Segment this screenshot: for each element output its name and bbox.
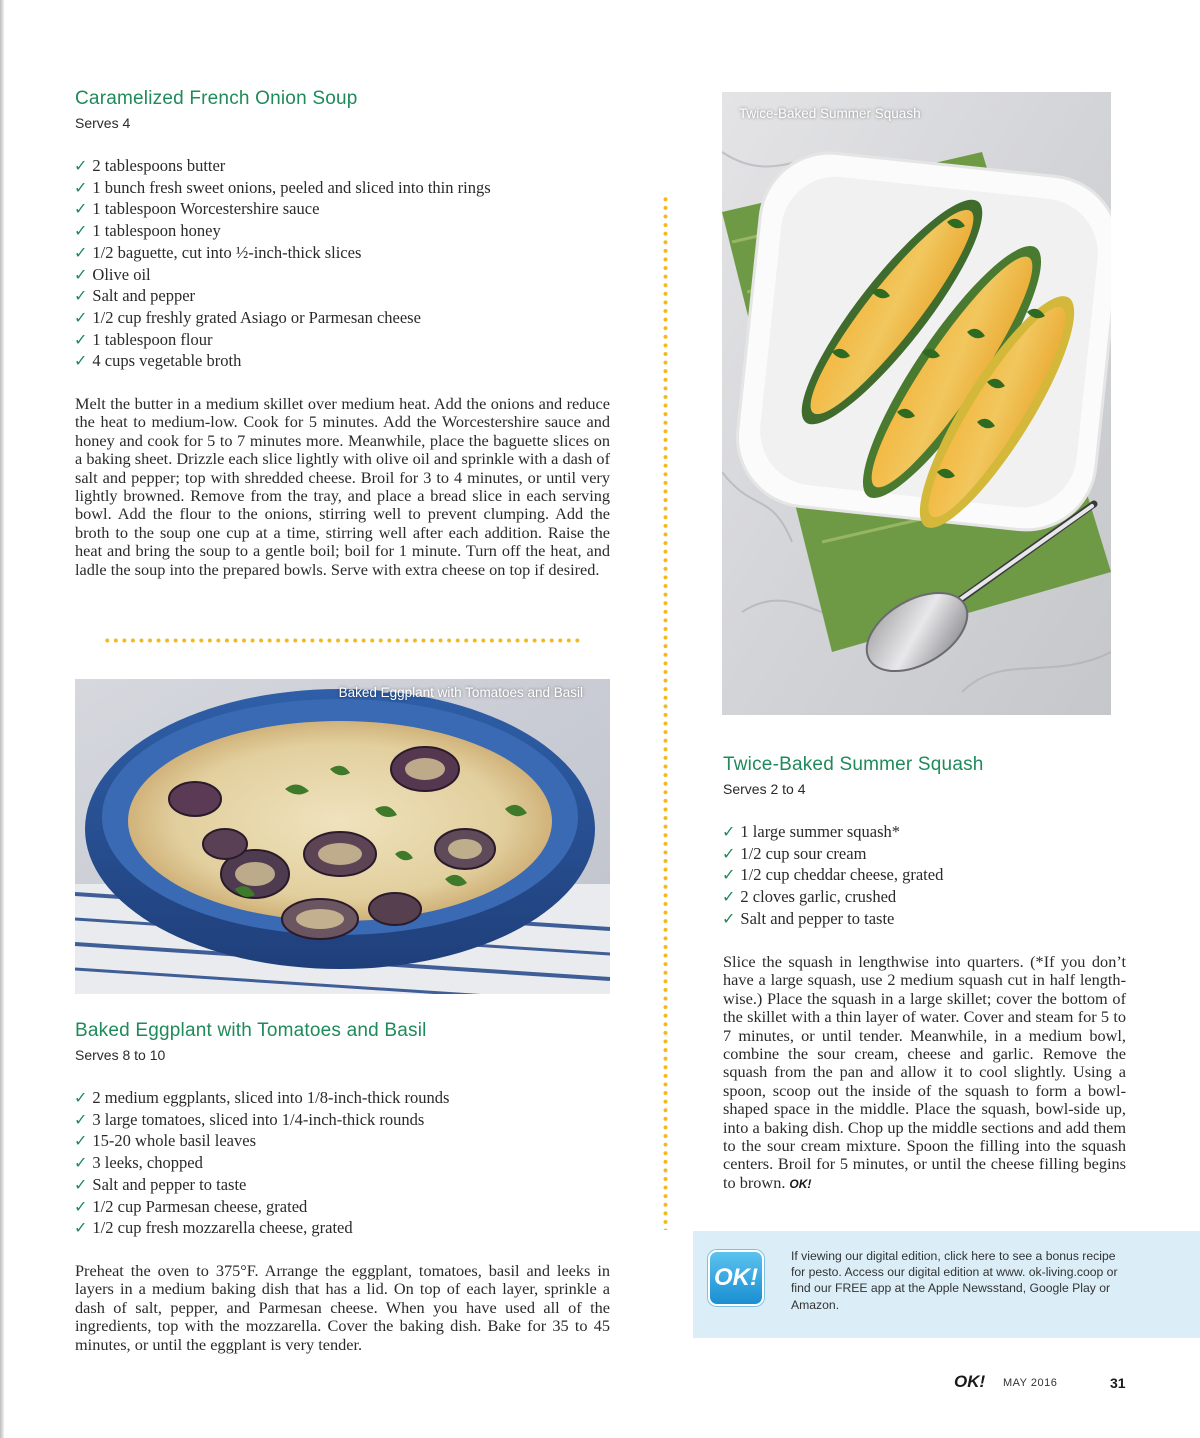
checkmark-icon: ✓ (74, 351, 88, 371)
list-item: ✓ 3 large tomatoes, sliced into 1/4-inch-thick rounds (74, 1109, 425, 1129)
horizontal-dotted-divider (103, 638, 581, 643)
checkmark-icon: ✓ (74, 1153, 88, 1173)
list-item: ✓ 1 tablespoon honey (74, 221, 221, 241)
checkmark-icon: ✓ (722, 822, 736, 841)
list-item: ✓ 4 cups vegetable broth (74, 351, 242, 371)
list-item: ✓ 1/2 cup Parmesan cheese, grated (74, 1196, 308, 1216)
squash-directions: Slice the squash in lengthwise into quarters. (*If you don’t have a large squash, use 2 medium squash cut in half length-wise.) Place the squash in a large skillet; cover the bottom of the skillet with a thin layer of water. Cover and steam for 5 to 7 minutes, or until tender. Meanwhile, in a medium bowl, combine the sour cream, cheese and garlic. Remove the squash from the pan and allow it to cool slightly. Using a spoon, scoop out the inside of the squash to form a bowl-shaped space in the middle. Place the squash, bowl-side up, into a baking dish. Chop up the middle sections and add them to the sour cream mixture. Spoon the filling into the squash centers. Broil for 5 minutes, or until the cheese filling begins to brown. OK! (723, 952, 1126, 1192)
soup-title: Caramelized French Onion Soup (75, 88, 358, 109)
list-item: ✓ 2 tablespoons butter (74, 156, 226, 175)
footer-issue-date: MAY 2016 (1003, 1377, 1058, 1389)
list-item: ✓ 2 medium eggplants, sliced into 1/8-inch-thick rounds (74, 1088, 450, 1107)
squash-serves: Serves 2 to 4 (723, 781, 806, 797)
list-item: ✓ 1 tablespoon flour (74, 329, 213, 349)
list-item: ✓ Olive oil (74, 264, 151, 284)
checkmark-icon: ✓ (74, 307, 88, 327)
list-item: ✓ 2 cloves garlic, crushed (722, 887, 897, 907)
list-item: ✓ 3 leeks, chopped (74, 1153, 203, 1173)
vertical-dotted-divider (663, 195, 668, 1230)
list-item: ✓ 1/2 cup sour cream (722, 843, 867, 863)
list-item: ✓ 1/2 cup cheddar cheese, grated (722, 865, 944, 885)
checkmark-icon: ✓ (722, 843, 736, 863)
list-item: ✓ Salt and pepper to taste (722, 908, 895, 928)
ok-app-logo-icon[interactable]: OK! (708, 1250, 764, 1306)
list-item: ✓ 1/2 cup freshly grated Asiago or Parmesan cheese (74, 307, 421, 327)
squash-dish-illustration (722, 92, 1111, 715)
checkmark-icon: ✓ (74, 156, 88, 175)
checkmark-icon: ✓ (74, 1218, 88, 1238)
soup-ingredient-list (74, 155, 491, 372)
squash-title: Twice-Baked Summer Squash (723, 754, 984, 775)
squash-ingredient-list (722, 821, 943, 930)
list-item: ✓ 1 large summer squash* (722, 822, 901, 841)
checkmark-icon: ✓ (74, 329, 88, 349)
eggplant-photo-caption: Baked Eggplant with Tomatoes and Basil (338, 685, 583, 700)
checkmark-icon: ✓ (74, 264, 88, 284)
eggplant-photo (75, 679, 610, 994)
checkmark-icon: ✓ (74, 1174, 88, 1194)
checkmark-icon: ✓ (74, 242, 88, 262)
footer-ok-logo: OK! (954, 1372, 986, 1391)
list-item: ✓ 1 tablespoon Worcestershire sauce (74, 199, 320, 219)
eggplant-title: Baked Eggplant with Tomatoes and Basil (75, 1020, 427, 1041)
squash-photo-caption: Twice-Baked Summer Squash (739, 106, 921, 121)
list-item: ✓ 1 bunch fresh sweet onions, peeled and sliced into thin rings (74, 177, 491, 197)
digital-edition-text[interactable]: If viewing our digital edition, click here to see a bonus recipe for pesto. Access our digital edition at www. ok-living.coop or find our FREE app at the Apple Newsstand, Google Play or Amazon. (791, 1249, 1118, 1312)
checkmark-icon: ✓ (722, 865, 736, 885)
eggplant-serves: Serves 8 to 10 (75, 1047, 166, 1063)
list-item: ✓ 1/2 baguette, cut into ½-inch-thick slices (74, 242, 362, 262)
ok-end-mark: OK! (789, 1176, 812, 1191)
page-number: 31 (1110, 1375, 1126, 1391)
digital-edition-infobox[interactable] (693, 1231, 1200, 1338)
checkmark-icon: ✓ (74, 286, 88, 306)
soup-serves: Serves 4 (75, 115, 131, 131)
list-item: ✓ 15-20 whole basil leaves (74, 1131, 256, 1151)
checkmark-icon: ✓ (74, 1196, 88, 1216)
checkmark-icon: ✓ (74, 177, 88, 197)
checkmark-icon: ✓ (74, 1131, 88, 1151)
checkmark-icon: ✓ (74, 1109, 88, 1129)
soup-directions: Melt the butter in a medium skillet over medium heat. Add the onions and reduce the heat to medium-low. Cook for 5 minutes. Add the Worcestershire sauce and honey and cook for 5 to 7 minutes more. Meanwhile, place the baguette slices on a baking sheet. Drizzle each slice lightly with olive oil and sprinkle with a dash of salt and pepper; top with shredded cheese. Broil for 3 to 4 minutes, or until very lightly browned. Remove from the tray, and place a bread slice in each serving bowl. Add the flour to the onions, stirring well to prevent clumping. Add the broth to the soup one cup at a time, stirring well after each addition. Raise the heat and bring the soup to a gentle boil; boil for 1 minute. Turn off the heat, and ladle the soup into the prepared bowls. Serve with extra cheese on top if desired. (75, 394, 610, 579)
eggplant-dish-illustration (75, 679, 610, 994)
page-edge-shadow (0, 0, 4, 1438)
list-item: ✓ Salt and pepper (74, 286, 196, 306)
checkmark-icon: ✓ (722, 887, 736, 907)
list-item: ✓ Salt and pepper to taste (74, 1174, 247, 1194)
checkmark-icon: ✓ (74, 1088, 88, 1107)
checkmark-icon: ✓ (74, 199, 88, 219)
checkmark-icon: ✓ (722, 908, 736, 928)
checkmark-icon: ✓ (74, 221, 88, 241)
eggplant-directions: Preheat the oven to 375°F. Arrange the eggplant, tomatoes, basil and leeks in layers in a medium baking dish that has a lid. On top of each layer, sprinkle a dash of salt, pepper, and Parmesan cheese. When you have used all of the ingredients, top with the mozzarella. Cover the baking dish. Bake for 35 to 45 minutes, or until the eggplant is very tender. (75, 1261, 610, 1354)
eggplant-ingredient-list (74, 1087, 449, 1239)
list-item: ✓ 1/2 cup fresh mozzarella cheese, grated (74, 1218, 353, 1238)
squash-photo (722, 92, 1111, 715)
